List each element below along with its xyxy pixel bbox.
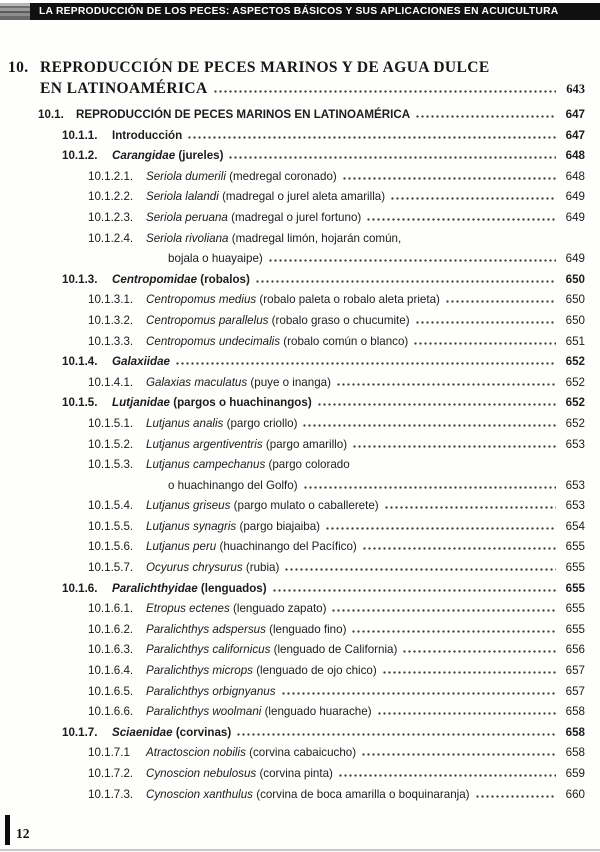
toc-entry <box>8 187 585 208</box>
toc-page-number: 653 <box>565 499 585 513</box>
toc-entry <box>8 126 585 147</box>
toc-entry-text <box>146 187 385 208</box>
toc-entry-text <box>112 723 231 744</box>
toc-leader-dots <box>268 258 556 262</box>
toc-entry-number: 10.1.4.1. <box>88 375 134 389</box>
toc-entry-continuation <box>8 249 585 270</box>
toc-leader-dots <box>187 135 556 139</box>
entry-label: (huachinango del Pacífico) <box>216 540 357 554</box>
toc-entry-number: 10.1.3.2. <box>88 313 134 327</box>
toc-entry <box>8 393 585 414</box>
taxon-name: Centropomus parallelus <box>146 313 269 327</box>
toc-leader-dots <box>382 670 556 674</box>
toc-page-number: 655 <box>565 622 585 636</box>
toc-entry <box>8 640 585 661</box>
toc-entry-text <box>146 311 410 332</box>
toc-page-number: 647 <box>565 108 585 121</box>
entry-label: (pargo mulato o caballerete) <box>230 499 379 513</box>
taxon-name: Centropomus undecimalis <box>146 334 281 348</box>
entry-label: (rubia) <box>242 561 280 575</box>
toc-leader-dots <box>272 588 556 592</box>
toc-entry <box>8 682 585 703</box>
toc-page-number: 655 <box>565 561 585 575</box>
entry-label: (lenguado fino) <box>265 622 347 636</box>
toc-entry-number: 10.1. <box>38 108 64 121</box>
toc-entry-number: 10.1.7.3. <box>88 787 134 801</box>
toc-entry-number: 10.1.4. <box>62 355 98 369</box>
toc-entry-text <box>146 290 440 311</box>
toc-entry-number: 10.1.6.6. <box>88 705 134 719</box>
taxon-name: Lutjanus campechanus <box>146 458 266 472</box>
toc-page-number: 659 <box>565 767 585 780</box>
toc-entry-number: 10.1.5.2. <box>88 437 134 451</box>
toc-page-number: 652 <box>565 396 585 410</box>
taxon-name: Lutjanus analis <box>146 416 224 430</box>
toc-entry-number: 10.1.5.4. <box>88 499 134 513</box>
taxon-name: Sciaenidae <box>112 725 173 739</box>
taxon-name: Cynoscion xanthulus <box>146 787 253 801</box>
entry-label: (lenguados) <box>197 581 267 595</box>
toc-entry-text <box>146 435 347 456</box>
toc-page-number: 651 <box>565 334 585 348</box>
toc-entry-number: 10.1.3.1. <box>88 293 134 307</box>
entry-label: (lenguado de California) <box>270 643 398 657</box>
entry-label: (pargo biajaiba) <box>236 519 321 533</box>
taxon-name: Seriola rivoliana <box>146 231 229 245</box>
toc-entry-text <box>146 496 379 517</box>
toc-entry-number: 10.1.5.7. <box>88 561 134 575</box>
toc-entry <box>8 661 585 682</box>
toc-entry-text <box>146 167 337 188</box>
toc-page-number: 653 <box>565 437 585 451</box>
toc-page-number: 649 <box>565 210 585 224</box>
taxon-name: Galaxiidae <box>112 355 171 369</box>
scan-artifact-line <box>0 849 600 851</box>
toc-entry-number: 10.1.6.1. <box>88 602 134 616</box>
toc-entry-text: o huachinango del Golfo) <box>168 478 298 492</box>
toc-entry-text: bojala o huayaipe) <box>168 252 263 266</box>
toc-leader-dots <box>325 526 556 530</box>
toc-entry-text <box>146 537 357 558</box>
toc-leader-dots <box>284 567 556 571</box>
toc-entry-number: 10.1.5.1. <box>88 416 134 430</box>
toc-leader-dots <box>317 402 556 406</box>
toc-entry-text <box>146 599 326 620</box>
toc-entry <box>8 414 585 435</box>
entry-label: REPRODUCCIÓN DE PECES MARINOS EN LATINOAMÉRICA <box>76 108 411 121</box>
taxon-name: Lutjanus argentiventris <box>146 437 263 451</box>
toc-entry <box>8 455 585 476</box>
toc-page-number: 660 <box>565 787 585 801</box>
toc-entry <box>8 290 585 311</box>
taxon-name: Paralichthys woolmani <box>146 705 262 719</box>
toc-entry-continuation <box>8 476 585 497</box>
chapter-title-row-2 <box>8 78 585 100</box>
chapter-title-line2: EN LATINOAMÉRICA <box>40 80 208 97</box>
toc-leader-dots <box>236 732 556 736</box>
taxon-name: Seriola dumerili <box>146 169 226 183</box>
toc-entry <box>8 435 585 456</box>
taxon-name: Cynoscion nebulosus <box>146 767 257 780</box>
toc-leader-dots <box>175 361 556 365</box>
entry-label: (medregal coronado) <box>225 169 337 183</box>
toc-page-number: 658 <box>565 746 585 760</box>
toc-entry <box>8 105 585 126</box>
toc-page-number: 647 <box>565 128 585 142</box>
toc-entry-number: 10.1.5.6. <box>88 540 134 554</box>
entry-label: (jureles) <box>175 149 224 163</box>
taxon-name: Lutjanidae <box>112 396 170 410</box>
entry-label: (corvinas) <box>172 725 232 739</box>
toc-leader-dots <box>475 794 556 798</box>
toc-page-number: 657 <box>565 684 585 698</box>
entry-label: (lenguado huarache) <box>261 705 372 719</box>
toc-entry-text <box>146 455 350 476</box>
toc-leader-dots <box>342 176 556 180</box>
taxon-name: Atractoscion nobilis <box>146 746 246 760</box>
entry-label: (lenguado zapato) <box>229 602 327 616</box>
toc-entry-number: 10.1.6.5. <box>88 684 134 698</box>
toc-entry-text <box>112 393 312 414</box>
toc-entry <box>8 702 585 723</box>
toc-page-number: 650 <box>565 272 585 286</box>
entry-label: (madregal o jurel aleta amarilla) <box>218 190 386 204</box>
toc-entry <box>8 620 585 641</box>
toc-entry <box>8 599 585 620</box>
folio-page-number: 12 <box>16 826 30 841</box>
taxon-name: Etropus ectenes <box>146 602 230 616</box>
entry-label: (corvina cabaicucho) <box>245 746 357 760</box>
entry-label: (robalos) <box>197 272 250 286</box>
taxon-name: Lutjanus griseus <box>146 499 231 513</box>
toc-leader-dots <box>402 649 556 653</box>
toc-page-number: 643 <box>566 82 585 96</box>
toc-page-number: 648 <box>565 169 585 183</box>
toc-page-number: 652 <box>565 375 585 389</box>
toc-leader-dots <box>445 299 556 303</box>
toc-entry-text <box>146 764 333 785</box>
publisher-logo-icon <box>0 3 30 20</box>
toc-page-number: 652 <box>565 416 585 430</box>
entry-label: (puye o inanga) <box>247 375 331 389</box>
entry-label: (robalo paleta o robalo aleta prieta) <box>256 293 440 307</box>
page-footer <box>5 815 30 845</box>
toc-entry <box>8 311 585 332</box>
toc-entry-number: 10.1.6.4. <box>88 664 134 678</box>
toc-page-number: 658 <box>565 705 585 719</box>
chapter-title-line1: REPRODUCCIÓN DE PECES MARINOS Y DE AGUA DULCE <box>40 59 490 76</box>
toc-entry-text <box>146 682 276 703</box>
toc-page-number: 657 <box>565 664 585 678</box>
toc-page-number: 650 <box>565 293 585 307</box>
toc-entry <box>8 785 585 806</box>
toc-entry <box>8 229 585 250</box>
entry-label: (robalo común o blanco) <box>280 334 409 348</box>
entry-label: (pargo criollo) <box>223 416 298 430</box>
toc-entry-text <box>146 373 331 394</box>
toc-entry-number: 10.1.3.3. <box>88 334 134 348</box>
taxon-name: Paralichthys orbignyanus <box>146 684 276 698</box>
toc-entry <box>8 270 585 291</box>
entry-label: Introducción <box>112 128 183 142</box>
toc-entry <box>8 558 585 579</box>
taxon-name: Paralichthys adspersus <box>146 622 266 636</box>
entry-label: (robalo graso o chucumite) <box>268 313 410 327</box>
toc-leader-dots <box>336 382 556 386</box>
toc-entry-text <box>146 640 397 661</box>
taxon-name: Paralichthys microps <box>146 664 253 678</box>
toc-entry-number: 10.1.6. <box>62 581 98 595</box>
toc-entry-text <box>146 785 470 806</box>
toc-entry-number: 10.1.6.3. <box>88 643 134 657</box>
toc-entry <box>8 579 585 600</box>
toc-entry <box>8 352 585 373</box>
toc-page-number: 650 <box>565 313 585 327</box>
taxon-name: Lutjanus synagris <box>146 519 237 533</box>
entry-label: (pargo colorado <box>265 458 350 472</box>
entry-label: (corvina pinta) <box>256 767 333 780</box>
taxon-name: Carangidae <box>112 149 176 163</box>
toc-leader-dots <box>303 485 556 489</box>
entry-label: (pargo amarillo) <box>262 437 348 451</box>
toc-entry-text <box>112 146 223 167</box>
toc-leader-dots <box>377 711 556 715</box>
toc-entry <box>8 764 585 785</box>
toc-entry-number: 10.1.2.2. <box>88 190 134 204</box>
toc-page-number: 654 <box>565 519 585 533</box>
toc-entry <box>8 373 585 394</box>
toc-entry <box>8 517 585 538</box>
toc-entry-text <box>76 105 410 126</box>
toc-entry-text <box>112 579 267 600</box>
toc-page-number: 653 <box>565 478 585 492</box>
toc-page-number: 652 <box>565 355 585 369</box>
toc-chapter-heading <box>8 57 585 100</box>
toc-leader-dots <box>338 773 556 777</box>
taxon-name: Seriola peruana <box>146 210 228 224</box>
toc-leader-dots <box>255 279 556 283</box>
toc-leader-dots <box>362 546 556 550</box>
toc-entry-text <box>146 702 372 723</box>
toc-leader-dots <box>302 423 556 427</box>
toc-entry-number: 10.1.1. <box>62 128 98 142</box>
toc-entry <box>8 496 585 517</box>
toc-entry-number: 10.1.5.3. <box>88 458 134 472</box>
taxon-name: Galaxias maculatus <box>146 375 248 389</box>
toc-entry <box>8 208 585 229</box>
toc-entry <box>8 167 585 188</box>
entry-label: (lenguado de ojo chico) <box>252 664 377 678</box>
toc-page-number: 655 <box>565 540 585 554</box>
toc-entry-number: 10.1.3. <box>62 272 98 286</box>
running-head <box>30 3 600 20</box>
entry-label: (corvina de boca amarilla o boquinaranja) <box>252 787 470 801</box>
entry-label: (madregal o jurel fortuno) <box>227 210 362 224</box>
entry-label: (pargos o huachinangos) <box>169 396 312 410</box>
toc-entry-text <box>146 414 297 435</box>
toc-entry-number: 10.1.7. <box>62 725 98 739</box>
toc-entry <box>8 332 585 353</box>
taxon-name: Seriola lalandi <box>146 190 219 204</box>
taxon-name: Centropomus medius <box>146 293 257 307</box>
taxon-name: Lutjanus peru <box>146 540 217 554</box>
toc-page-number: 655 <box>565 602 585 616</box>
toc-entry-number: 10.1.2.1. <box>88 169 134 183</box>
toc-entry <box>8 146 585 167</box>
taxon-name: Paralichthys californicus <box>146 643 271 657</box>
toc-entry-text <box>146 743 356 764</box>
toc-entry-text <box>146 208 361 229</box>
toc-entry-number: 10.1.6.2. <box>88 622 134 636</box>
toc-page-number: 649 <box>565 252 585 266</box>
toc-page-number: 658 <box>565 725 585 739</box>
toc-entry-number: 10.1.7.2. <box>88 767 134 780</box>
toc-entry <box>8 743 585 764</box>
toc-leader-dots <box>228 155 556 159</box>
toc-entry-text <box>112 126 182 147</box>
toc-entry <box>8 537 585 558</box>
toc-entry-text <box>146 558 279 579</box>
toc-entry-number: 10.1.2. <box>62 149 98 163</box>
toc-page-number: 648 <box>565 149 585 163</box>
chapter-title-row-1 <box>8 57 585 78</box>
toc-leader-dots <box>331 608 556 612</box>
entry-label: (madregal limón, hojarán común, <box>228 231 402 245</box>
toc-leader-dots <box>352 444 556 448</box>
toc-entry <box>8 723 585 744</box>
toc-entry-text <box>112 352 170 373</box>
toc-leader-dots <box>361 752 556 756</box>
toc-entry-text <box>112 270 250 291</box>
toc-entry-number: 10.1.2.4. <box>88 231 134 245</box>
page-header <box>0 3 600 20</box>
toc-page-number: 655 <box>565 581 585 595</box>
toc-leader-dots <box>415 114 556 118</box>
toc-entry-number: 10.1.2.3. <box>88 210 134 224</box>
toc-leader-dots <box>213 89 556 93</box>
toc-entry-number: 10.1.5. <box>62 396 98 410</box>
toc-entry-text <box>146 332 408 353</box>
toc-leader-dots <box>384 505 556 509</box>
toc-entry-text <box>146 229 401 250</box>
taxon-name: Ocyurus chrysurus <box>146 561 243 575</box>
toc-entries <box>8 105 585 805</box>
toc-leader-dots <box>390 196 556 200</box>
toc-page-number: 649 <box>565 190 585 204</box>
taxon-name: Paralichthyidae <box>112 581 198 595</box>
toc-page-number: 656 <box>565 643 585 657</box>
toc-leader-dots <box>351 629 556 633</box>
toc-entry-number: 10.1.7.1 <box>88 746 130 760</box>
toc-leader-dots <box>366 217 556 221</box>
toc-entry-number: 10.1.5.5. <box>88 519 134 533</box>
toc-leader-dots <box>281 691 556 695</box>
toc-leader-dots <box>413 341 556 345</box>
taxon-name: Centropomidae <box>112 272 198 286</box>
chapter-number: 10. <box>8 59 29 76</box>
toc-leader-dots <box>415 320 556 324</box>
toc-entry-text <box>146 661 377 682</box>
book-title: LA REPRODUCCIÓN DE LOS PECES: ASPECTOS BÁSICOS Y SUS APLICACIONES EN ACUICULTURA <box>39 6 559 17</box>
toc-entry-text <box>146 620 346 641</box>
toc-entry-text <box>146 517 320 538</box>
folio-bar <box>5 815 10 845</box>
